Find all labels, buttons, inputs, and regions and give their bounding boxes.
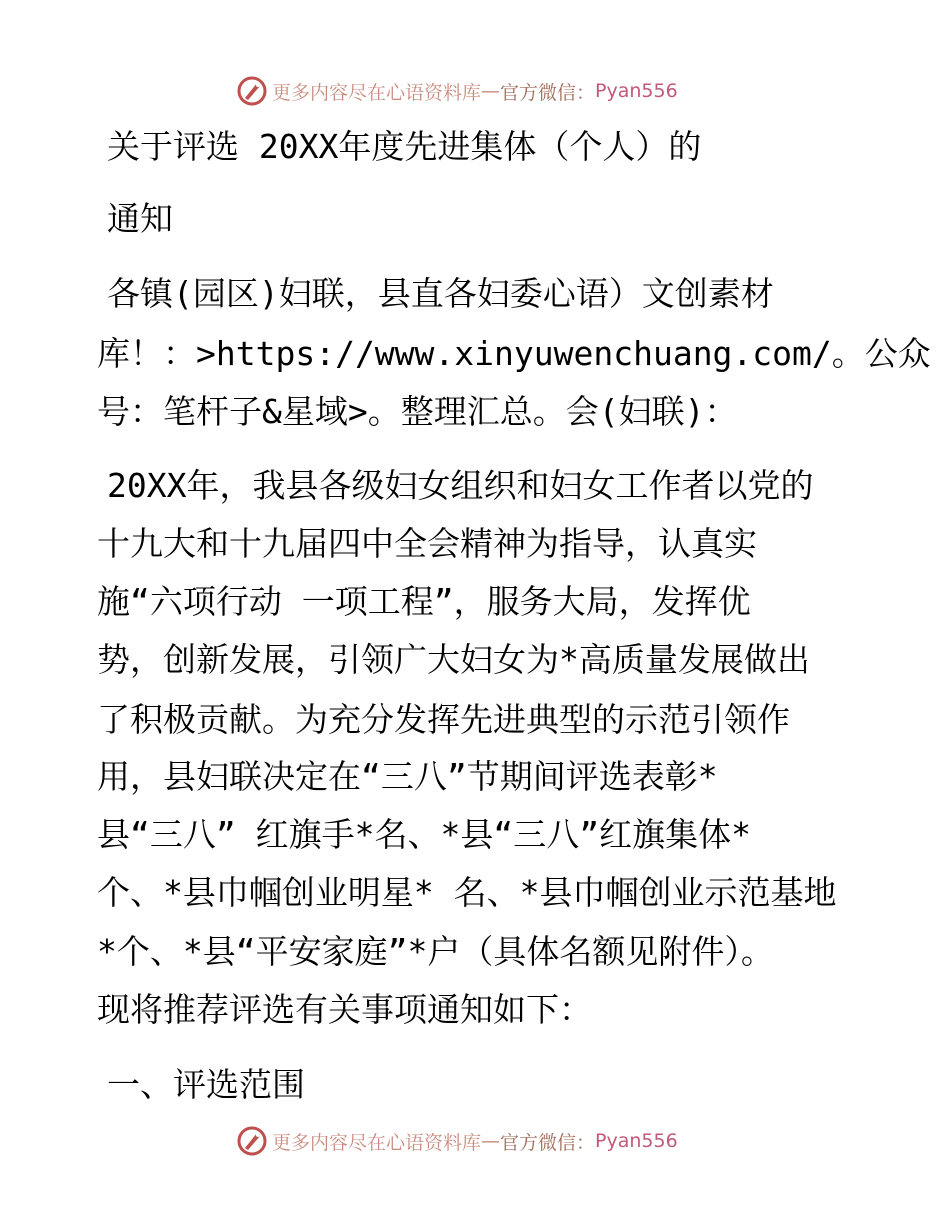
feather-pen-logo-icon [236,1125,268,1157]
addressee-line-2: 库！：>https://www.xinyuwenchuang.com/。公众 [97,334,931,373]
watermark-contact-id: Pyan556 [595,80,678,102]
document-title-line-2: 通知 [107,199,173,238]
watermark-contact-label: 官方微信： [500,81,596,104]
body-line-3: 施“六项行动 一项工程”，服务大局，发挥优 [97,582,751,621]
addressee-line-1: 各镇(园区)妇联，县直各妇委心语）文创素材 [107,274,774,313]
watermark-main-text: 更多内容尽在心语资料库 [272,81,482,104]
watermark-contact-id: Pyan556 [595,1130,678,1152]
body-line-10: 现将推荐评选有关事项通知如下： [97,990,592,1029]
body-line-1: 20XX年，我县各级妇女组织和妇女工作者以党的 [107,466,814,505]
body-line-7: 县“三八” 红旗手*名、*县“三八”红旗集体* [97,815,751,854]
body-line-6: 用，县妇联决定在“三八”节期间评选表彰* [97,757,718,796]
body-line-9: *个、*县“平安家庭”*户（具体名额见附件）。 [97,932,774,971]
body-line-2: 十九大和十九届四中全会精神为指导，认真实 [97,524,757,563]
section-heading-scope: 一、评选范围 [107,1065,305,1104]
document-title-line-1: 关于评选 20XX年度先进集体（个人）的 [107,127,702,166]
body-line-4: 势，创新发展，引领广大妇女为*高质量发展做出 [97,640,810,679]
watermark-main-text: 更多内容尽在心语资料库 [272,1131,482,1154]
watermark-separator: — [481,80,501,102]
watermark-contact-label: 官方微信： [500,1131,596,1154]
feather-pen-logo-icon [236,75,268,107]
addressee-line-3: 号：笔杆子&星域>。整理汇总。会(妇联)： [97,392,738,431]
body-line-8: 个、*县巾帼创业明星* 名、*县巾帼创业示范基地 [97,873,837,912]
watermark-header [236,74,678,108]
watermark-footer [236,1124,678,1158]
watermark-separator: — [481,1130,501,1152]
body-line-5: 了积极贡献。为充分发挥先进典型的示范引领作 [97,700,790,739]
